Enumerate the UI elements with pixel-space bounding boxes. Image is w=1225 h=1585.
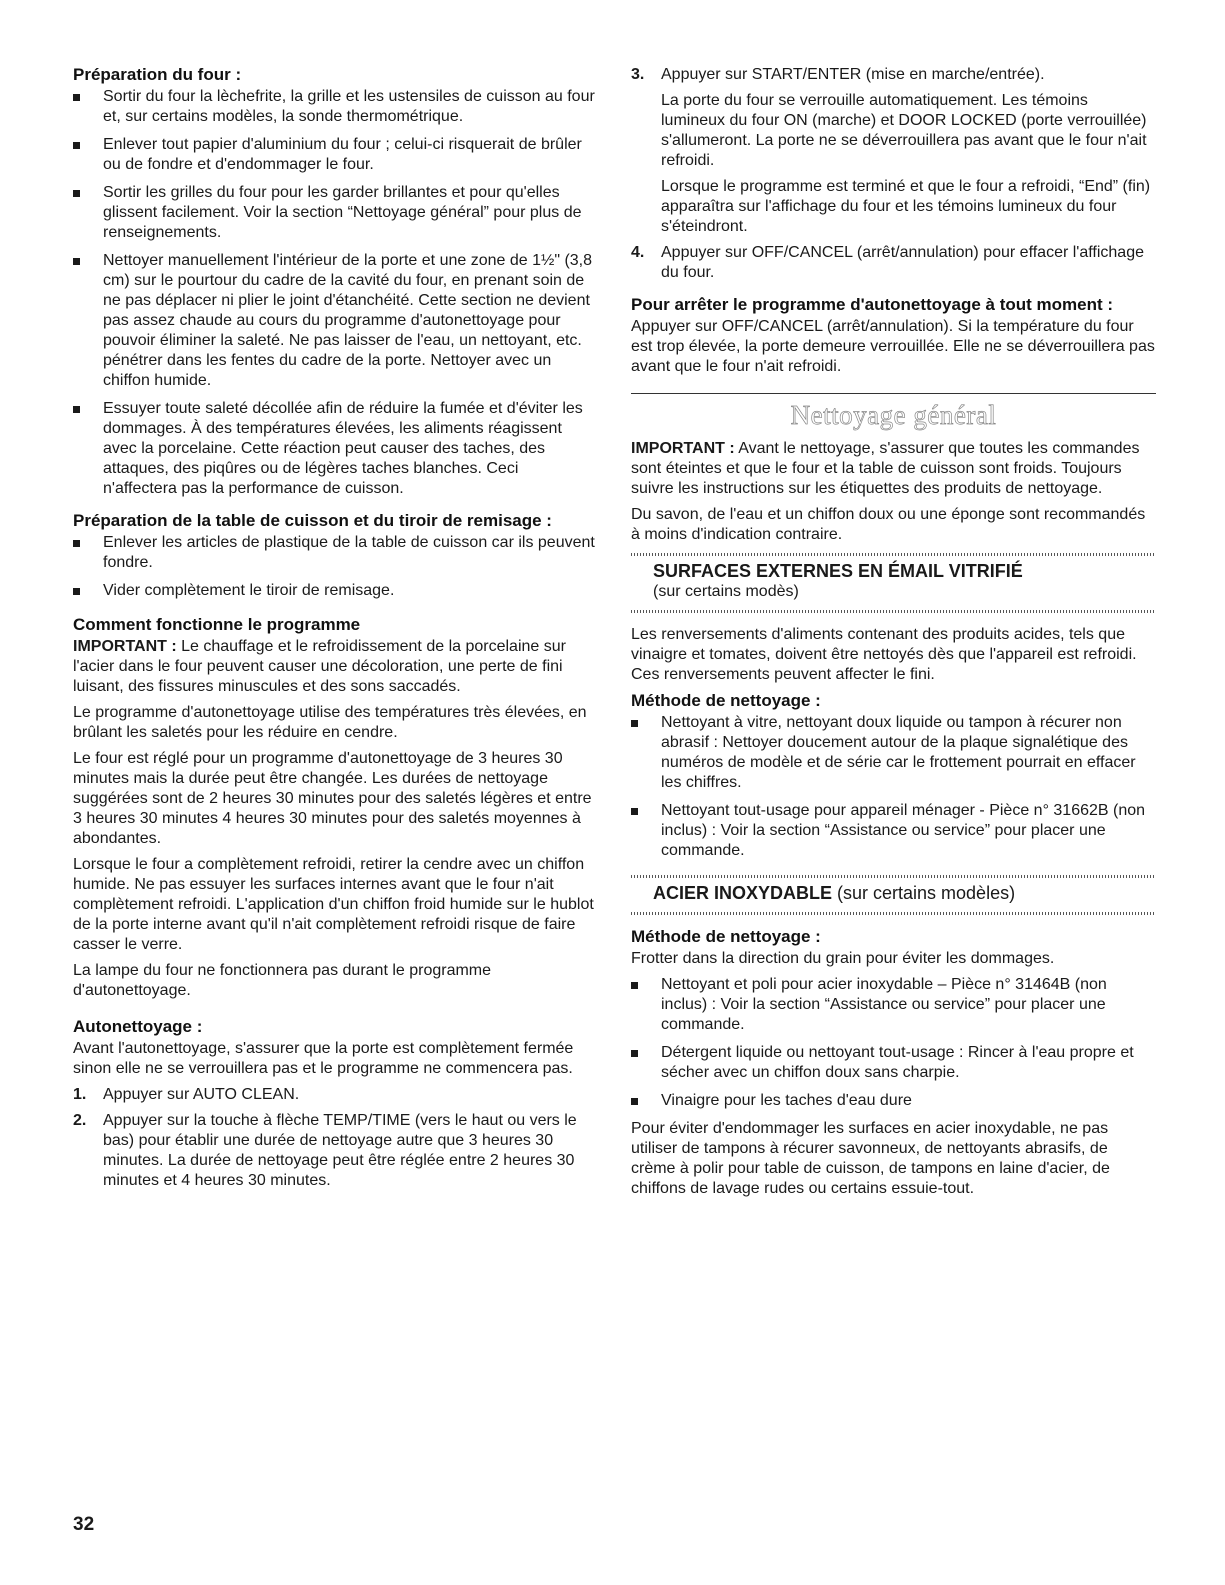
important-text: Le chauffage et le refroidissement de la porcelaine sur l'acier dans le four peuvent causer une décoloration, une perte de fini luisant, des fissures minuscules et des sons saccadés.	[73, 638, 566, 695]
list-item: Enlever tout papier d'aluminium du four ; celui-ci risquerait de brûler ou de fondre et d'endommager le four.	[73, 135, 595, 175]
comment-important	[73, 637, 595, 697]
comment-paragraph: Le programme d'autonettoyage utilise des températures très élevées, en brûlant les saletés pour les réduire en cendre.	[73, 704, 587, 741]
email-title: SURFACES EXTERNES EN ÉMAIL VITRIFIÉ	[653, 561, 1023, 581]
comment-heading: Comment fonctionne le programme	[73, 615, 361, 634]
step-number: 4.	[631, 244, 645, 261]
section-title: Nettoyage général	[790, 400, 997, 430]
step-item	[631, 243, 1156, 283]
acier-intro: Frotter dans la direction du grain pour éviter les dommages.	[631, 950, 1055, 967]
auto-heading: Autonettoyage :	[73, 1017, 203, 1036]
stop-heading: Pour arrêter le programme d'autonettoyage à tout moment :	[631, 295, 1114, 314]
email-method-heading: Méthode de nettoyage :	[631, 691, 821, 710]
prep-table-list	[73, 533, 595, 601]
step-paragraph: Lorsque le programme est terminé et que le four a refroidi, “End” (fin) apparaîtra sur l'affichage du four et les témoins lumineux du four s'éteindront.	[661, 178, 1151, 235]
list-item: Nettoyer manuellement l'intérieur de la porte et une zone de 1½" (3,8 cm) sur le pourtour du cadre de la cavité du four, en prenant soin de ne pas déplacer ni plier le joint d'étanchéité. Cette section ne devient pas assez chaude au cours du programme d'autonettoyage pour pouvoir éliminer la saleté. Ne pas laisser de l'eau, un nettoyant, etc. pénétrer dans les fentes du cadre de la porte. Nettoyer avec un chiffon humide.	[73, 251, 595, 391]
step-text: Appuyer sur AUTO CLEAN.	[103, 1086, 300, 1103]
acier-title: ACIER INOXYDABLE	[653, 883, 833, 903]
email-intro: Les renversements d'aliments contenant des produits acides, tels que vinaigre et tomates, doivent être nettoyés dès que l'appareil est refroidi. Ces renversements peuvent affecter le fini.	[631, 626, 1137, 683]
auto-steps-continued	[631, 65, 1156, 283]
acier-subtitle: (sur certains modèles)	[832, 883, 1016, 903]
left-column	[73, 65, 595, 1197]
general-paragraph: Du savon, de l'eau et un chiffon doux ou une éponge sont recommandés à moins d'indication contraire.	[631, 506, 1146, 543]
list-item: Nettoyant tout-usage pour appareil ménager - Pièce n° 31662B (non inclus) : Voir la section “Assistance ou service” pour placer une commande.	[631, 801, 1156, 861]
hatch-divider	[631, 912, 1156, 915]
step-number: 3.	[631, 66, 645, 83]
list-item: Enlever les articles de plastique de la table de cuisson car ils peuvent fondre.	[73, 533, 595, 573]
right-column	[631, 65, 1156, 1205]
list-item: Vider complètement le tiroir de remisage.	[73, 581, 595, 601]
important-label: IMPORTANT :	[73, 638, 177, 655]
list-item: Sortir les grilles du four pour les garder brillantes et pour qu'elles glissent facilement. Voir la section “Nettoyage général” pour plus de renseignements.	[73, 183, 595, 243]
important-text: Avant le nettoyage, s'assurer que toutes les commandes sont éteintes et que le four et la table de cuisson sont froids. Toujours suivre les instructions sur les étiquettes des produits de nettoyage.	[631, 440, 1140, 497]
step-item	[631, 65, 1156, 237]
step-number: 1.	[73, 1086, 87, 1103]
email-subtitle: (sur certains modès)	[653, 583, 799, 600]
list-item: Nettoyant et poli pour acier inoxydable – Pièce n° 31464B (non inclus) : Voir la section “Assistance ou service” pour placer une commande.	[631, 975, 1156, 1035]
important-label: IMPORTANT :	[631, 440, 735, 457]
list-item: Nettoyant à vitre, nettoyant doux liquide ou tampon à récurer non abrasif : Nettoyer doucement autour de la plaque signalétique des numéros de modèle et de série car le frottement pourrait en effacer les chiffres.	[631, 713, 1156, 793]
list-item: Détergent liquide ou nettoyant tout-usage : Rincer à l'eau propre et sécher avec un chiffon doux sans charpie.	[631, 1043, 1156, 1083]
general-important	[631, 439, 1156, 499]
hatch-divider	[631, 875, 1156, 878]
stop-text: Appuyer sur OFF/CANCEL (arrêt/annulation). Si la température du four est trop élevée, la porte demeure verrouillée. Elle ne se déverrouillera pas avant que le four n'ait refroidi.	[631, 318, 1155, 375]
hatch-divider	[631, 553, 1156, 556]
comment-paragraph: Lorsque le four a complètement refroidi, retirer la cendre avec un chiffon humide. Ne pas essuyer les surfaces internes avant que le four n'ait complètement refroidi. L'application d'un chiffon froid humide sur le hublot de la porte interne avant qu'il n'ait complètement refroidi risque de faire casser le verre.	[73, 856, 594, 953]
comment-paragraph: La lampe du four ne fonctionnera pas durant le programme d'autonettoyage.	[73, 962, 492, 999]
email-method-list	[631, 713, 1156, 861]
acier-subhead	[631, 882, 1156, 904]
step-text: Appuyer sur OFF/CANCEL (arrêt/annulation) pour effacer l'affichage du four.	[661, 244, 1144, 281]
prep-table-heading: Préparation de la table de cuisson et du tiroir de remisage :	[73, 511, 552, 530]
section-divider	[631, 393, 1156, 394]
page-number: 32	[73, 1514, 95, 1535]
comment-paragraph: Le four est réglé pour un programme d'autonettoyage de 3 heures 30 minutes mais la durée peut être changée. Les durées de nettoyage suggérées sont de 2 heures 30 minutes pour des saletés légères et entre 3 heures 30 minutes 4 heures 30 minutes pour des saletés moyennes à abondantes.	[73, 750, 592, 847]
step-item	[73, 1111, 595, 1191]
acier-method-list	[631, 975, 1156, 1111]
hatch-divider	[631, 610, 1156, 613]
step-item	[73, 1085, 595, 1105]
list-item: Vinaigre pour les taches d'eau dure	[631, 1091, 1156, 1111]
email-subhead	[631, 560, 1156, 602]
auto-intro: Avant l'autonettoyage, s'assurer que la porte est complètement fermée sinon elle ne se verrouillera pas et le programme ne commencera pas.	[73, 1040, 574, 1077]
step-text: Appuyer sur la touche à flèche TEMP/TIME (vers le haut ou vers le bas) pour établir une durée de nettoyage autre que 3 heures 30 minutes. La durée de nettoyage peut être réglée entre 2 heures 30 minutes et 4 heures 30 minutes.	[103, 1112, 577, 1189]
prep-four-heading: Préparation du four :	[73, 65, 242, 84]
prep-four-list	[73, 87, 595, 499]
step-number: 2.	[73, 1112, 87, 1129]
acier-method-heading: Méthode de nettoyage :	[631, 927, 821, 946]
auto-steps	[73, 1085, 595, 1191]
acier-outro: Pour éviter d'endommager les surfaces en acier inoxydable, ne pas utiliser de tampons à récurer savonneux, de nettoyants abrasifs, de crème à polir pour table de cuisson, de tampons en laine d'acier, de chiffons de lavage rudes ou certains essuie-tout.	[631, 1120, 1110, 1197]
step-text: Appuyer sur START/ENTER (mise en marche/entrée).	[661, 66, 1045, 83]
list-item: Sortir du four la lèchefrite, la grille et les ustensiles de cuisson au four et, sur certains modèles, la sonde thermométrique.	[73, 87, 595, 127]
list-item: Essuyer toute saleté décollée afin de réduire la fumée et d'éviter les dommages. À des températures élevées, les aliments réagissent avec la porcelaine. Cette réaction peut causer des taches, des attaques, des piqûres ou de légères taches blanches. Ceci n'affectera pas la performance de cuisson.	[73, 399, 595, 499]
step-paragraph: La porte du four se verrouille automatiquement. Les témoins lumineux du four ON (marche) et DOOR LOCKED (porte verrouillée) s'allumeront. La porte ne se déverrouillera pas avant que le four n'ait refroidi.	[661, 92, 1147, 169]
